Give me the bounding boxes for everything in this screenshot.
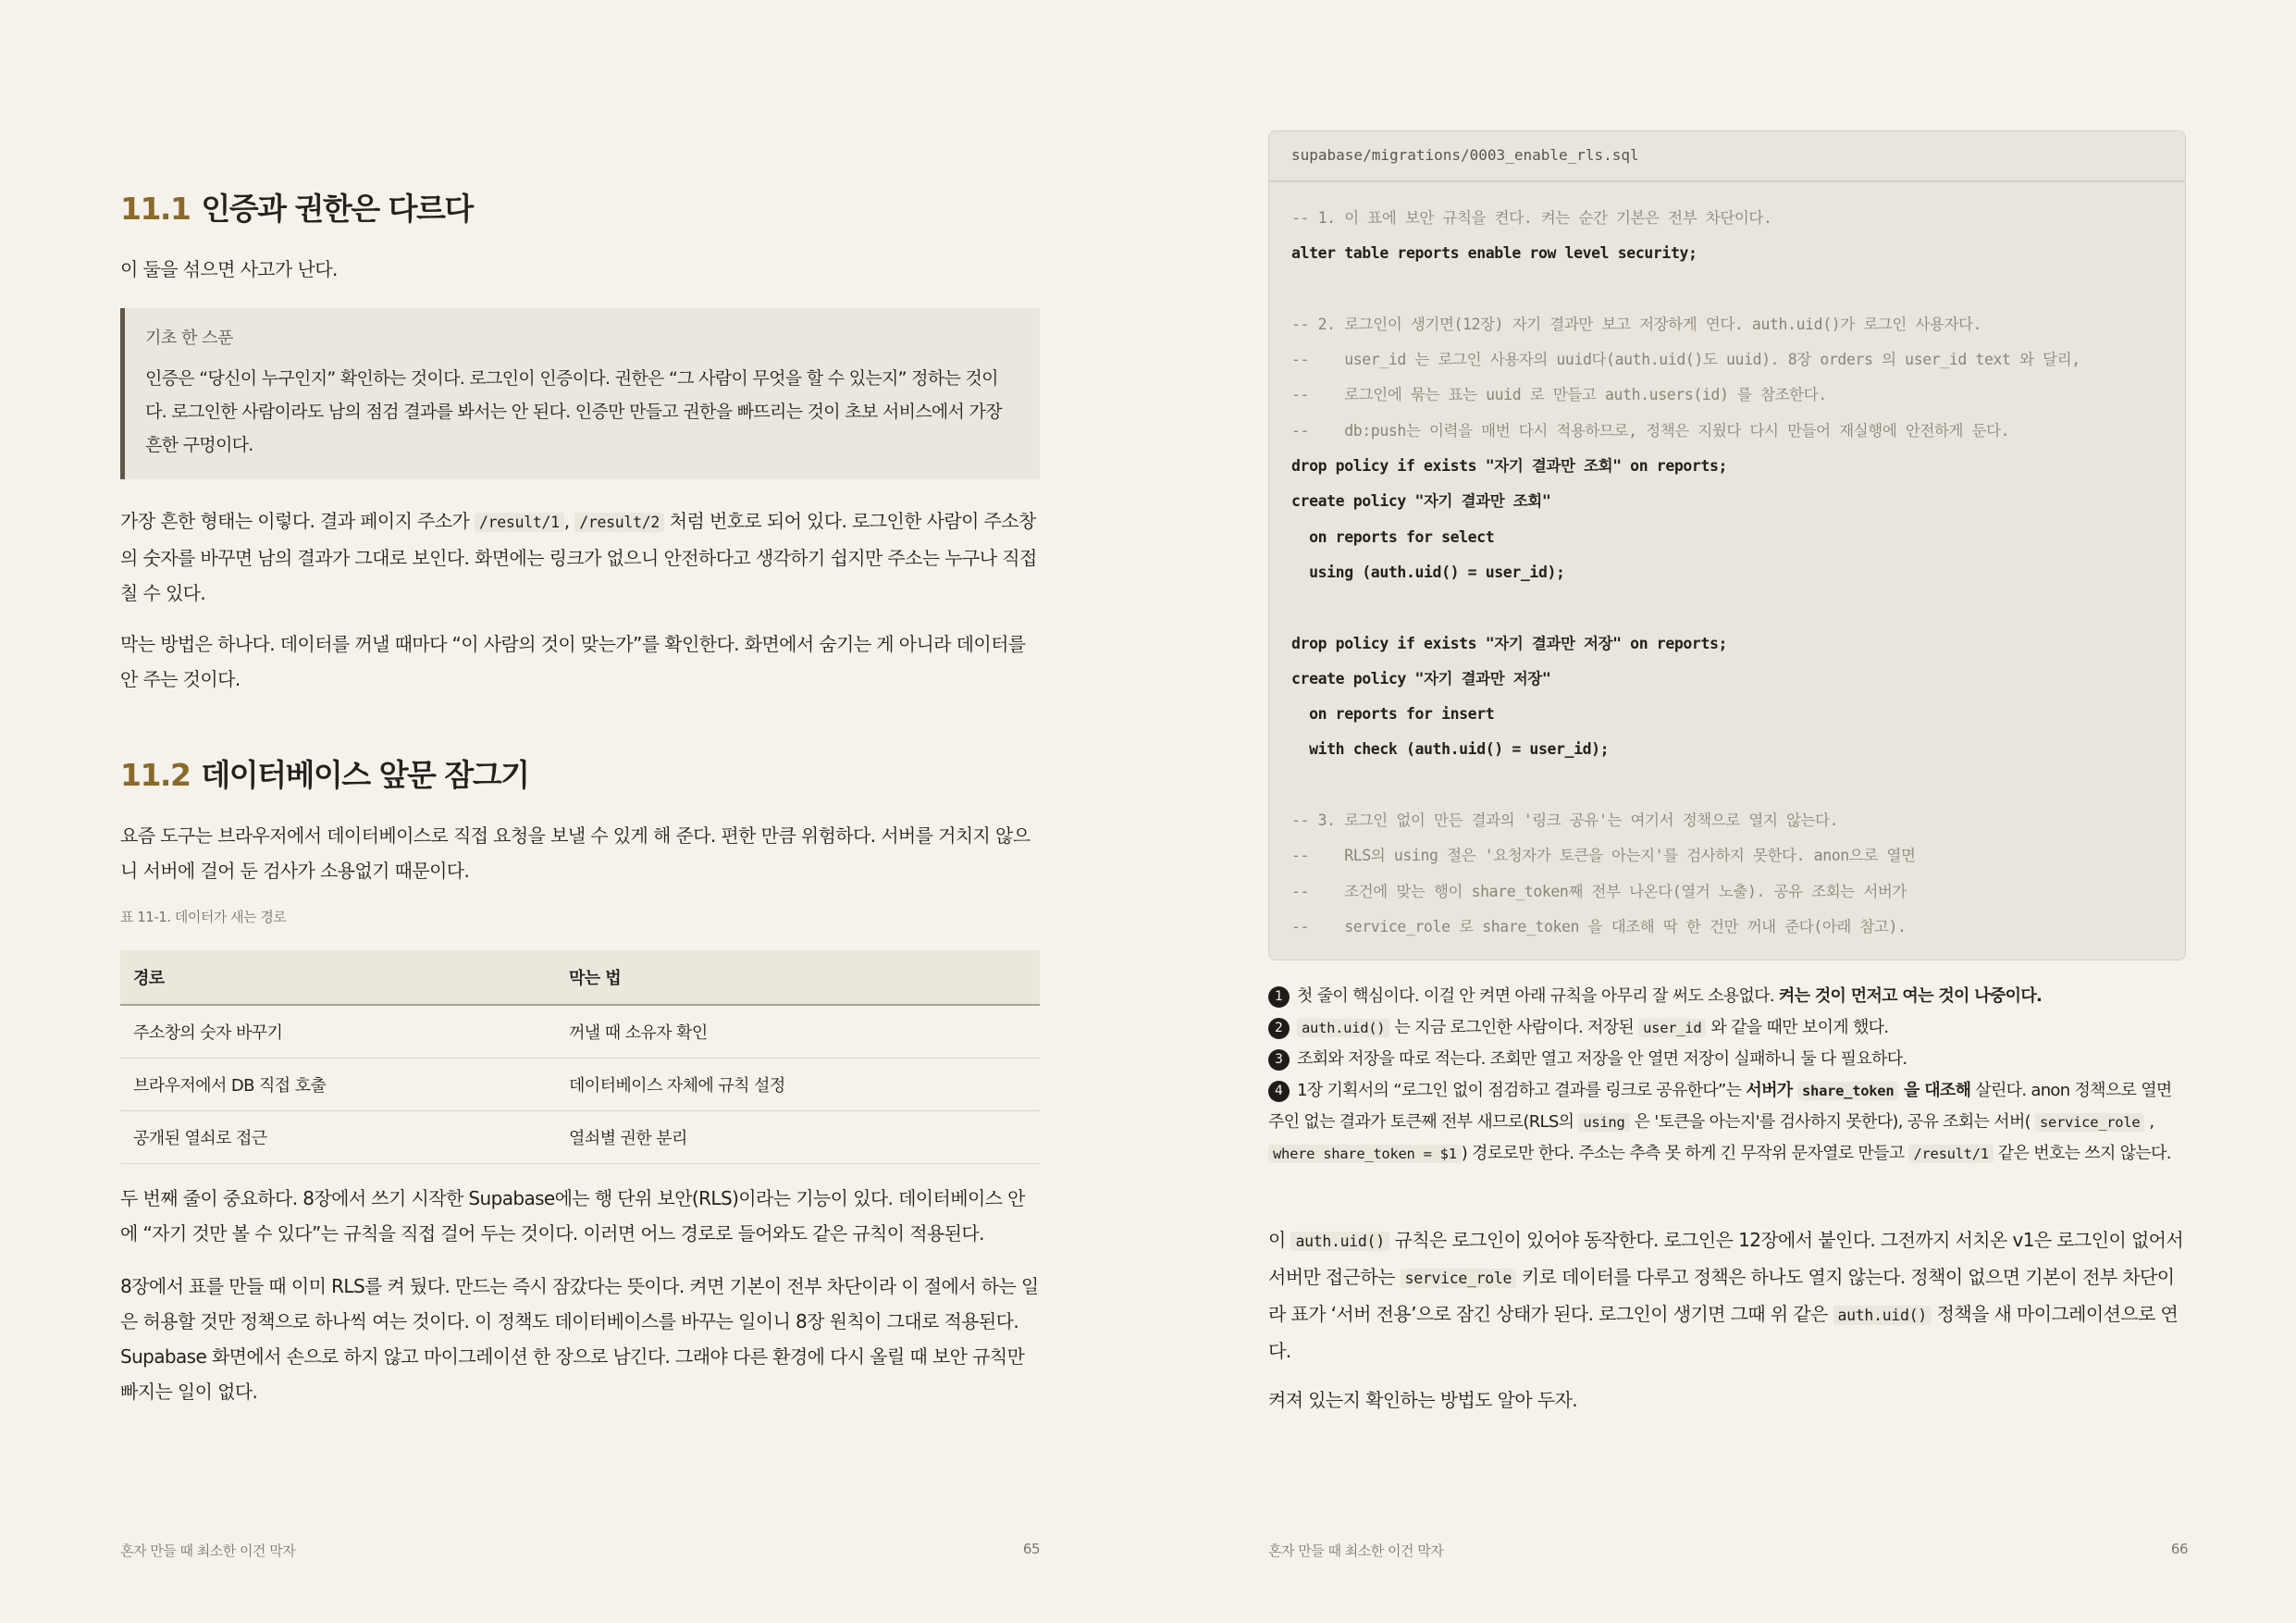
paragraph: 켜져 있는지 확인하는 방법도 알아 두자. [1268,1389,1578,1411]
code-line: -- user_id 는 로그인 사용자의 uuid다(auth.uid()도 uuid). 8장 orders 의 user_id text 와 달리, [1291,351,2080,369]
running-footer: 혼자 만들 때 최소한 이건 막자 [120,1542,296,1559]
number-badge: 1 [1268,986,1290,1008]
code-line: drop policy if exists "자기 결과만 조회" on reports; [1291,457,1728,476]
paragraph [1268,1222,2188,1369]
code-line: -- service_role 로 share_token 을 대조해 딱 한 건만 꺼내 준다(아래 참고). [1291,917,1907,935]
table-caption: 표 11-1. 데이터가 새는 경로 [120,909,287,925]
bold-text: 켜는 것이 먼저고 여는 것이 나중이다. [1778,986,2043,1006]
text-run: 살린다. anon 정책으로 열면 주인 없는 결과가 토큰째 전부 새므로(RLS의 [1268,1081,2172,1132]
table-cell: 데이터베이스 자체에 규칙 설정 [556,1059,1040,1111]
paragraph: 막는 방법은 하나다. 데이터를 꺼낼 때마다 “이 사람의 것이 맞는가”를 확인한다. 화면에서 숨기는 게 아니라 데이터를 안 주는 것이다. [120,633,1026,690]
code-line: using (auth.uid() = user_id); [1291,563,1565,581]
column-header: 경로 [120,950,556,1005]
code-line: with check (auth.uid() = user_id); [1291,740,1610,759]
code-notes [1268,981,2188,1170]
text-run: 이 [1268,1229,1291,1251]
inline-code: auth.uid() [1833,1306,1932,1325]
section-number: 11.1 [120,191,191,227]
code-line [1291,590,2185,626]
paragraph: 8장에서 표를 만들 때 이미 RLS를 켜 뒀다. 만드는 즉시 잠갔다는 뜻이다. 켜면 기본이 전부 차단이라 이 절에서 하는 일은 허용할 것만 정책으로 하나씩 여는 것이다. 이 정책도 데이터베이스를 바꾸는 일이니 8장 원칙이 그대로 적용된다. Supabase 화면에서 손으로 하지 않고 마이그레이션 한 장으로 남긴다. 그래야 다른 환경에 다시 올릴 때 보안 규칙만 빠지는 일이 없다. [120,1275,1039,1403]
inline-code: auth.uid() [1297,1019,1389,1037]
code-line: create policy "자기 결과만 조회" [1291,492,1551,511]
note-item [1268,1012,2188,1044]
callout-box [120,308,1040,479]
code-line: -- 조건에 맞는 행이 share_token째 전부 나온다(열거 노출). 공유 조회는 서버가 [1291,882,1907,900]
table-cell: 열쇠별 권한 분리 [556,1111,1040,1164]
code-line: -- RLS의 using 절은 '요청자가 토큰을 아는지'를 검사하지 못한다. anon으로 열면 [1291,847,1916,865]
table-cell: 공개된 열쇠로 접근 [120,1111,556,1164]
code-line: -- db:push는 이력을 매번 다시 적용하므로, 정책은 지웠다 다시 만들어 재실행에 안전하게 둔다. [1291,421,2010,440]
paragraph: 요즘 도구는 브라우저에서 데이터베이스로 직접 요청을 보낼 수 있게 해 준다. 편한 만큼 위험하다. 서버를 거치지 않으니 서버에 걸어 둔 검사가 소용없기 때문이다. [120,824,1031,882]
inline-code: using [1578,1113,1629,1132]
section-number: 11.2 [120,757,191,793]
note-item [1268,981,2188,1012]
table-row [120,1059,1040,1111]
code-line: drop policy if exists "자기 결과만 저장" on reports; [1291,634,1728,652]
text-run: 규칙은 로그인이 있어야 동작한다. 로그인은 12장에서 붙인다. 그전까지 서치온 v1은 로그인이 없어서 서버만 접근하는 [1268,1229,2184,1288]
column-header: 막는 법 [556,950,1040,1005]
table-row [120,1005,1040,1059]
inline-code: share_token [1797,1082,1898,1100]
table-header-row [120,950,1040,1005]
text-run: ) 경로로만 한다. 주소는 추측 못 하게 긴 무작위 문자열로 만들고 [1461,1144,1909,1163]
page-number: 66 [2170,1541,2188,1557]
code-block [1268,181,2186,960]
paragraph [120,503,1040,611]
left-page [120,0,1045,1623]
inline-code: where share_token = $1 [1268,1145,1462,1163]
text-run: , [563,510,575,532]
inline-code: /result/2 [574,513,664,532]
code-line: on reports for select [1291,527,1495,546]
table-row [120,1111,1040,1164]
page-number: 65 [1022,1541,1040,1557]
text-run: 을 대조해 [1898,1081,1971,1100]
inline-code: service_role [2035,1113,2144,1132]
code-line: alter table reports enable row level security; [1291,244,1697,263]
running-footer: 혼자 만들 때 최소한 이건 막자 [1268,1542,1444,1559]
text-run: 는 지금 로그인한 사람이다. 저장된 [1389,1018,1639,1037]
note-item [1268,1075,2188,1170]
code-line: -- 1. 이 표에 보안 규칙을 켠다. 켜는 순간 기본은 전부 차단이다. [1291,209,1772,227]
inline-code: /result/1 [475,513,564,532]
text-run: 처럼 번호로 되어 있다. 로그인한 사람이 주소창의 숫자를 바꾸면 남의 결과가 그대로 보인다. 화면에는 링크가 없으니 안전하다고 생각하기 쉽지만 주소는 누구나 직접 칠 수 있다. [120,510,1037,604]
right-page [1268,0,2193,1623]
text-run: 1장 기획서의 “로그인 없이 점검하고 결과를 링크로 공유한다”는 [1297,1081,1747,1100]
number-badge: 2 [1268,1018,1290,1039]
paragraph: 두 번째 줄이 중요하다. 8장에서 쓰기 시작한 Supabase에는 행 단위 보안(RLS)이라는 기능이 있다. 데이터베이스 안에 “자기 것만 볼 수 있다”는 규칙을 직접 걸어 두는 것이다. 이러면 어느 경로로 들어와도 같은 규칙이 적용된다. [120,1187,1025,1245]
text-run: 서버가 [1746,1081,1798,1100]
text-run: 조회와 저장을 따로 적는다. 조회만 열고 저장을 안 열면 저장이 실패하니 둘 다 필요하다. [1297,1049,1907,1069]
bold-text [1746,1081,1970,1100]
text-run: 정책을 새 마이그레이션으로 연다. [1268,1303,2179,1362]
code-line [1291,768,2185,803]
callout-body: 인증은 “당신이 누구인지” 확인하는 것이다. 로그인이 인증이다. 권한은 “그 사람이 무엇을 할 수 있는지” 정하는 것이다. 로그인한 사람이라도 남의 점검 결과를 봐서는 안 된다. 인증만 만들고 권한을 빠뜨리는 것이 초보 서비스에서 가장 흔한 구멍이다. [145,368,1002,455]
code-line: -- 로그인에 묶는 표는 uuid 로 만들고 auth.users(id) 를 참조한다. [1291,386,1827,404]
section-title: 데이터베이스 앞문 잠그기 [201,757,529,793]
number-badge: 4 [1268,1081,1290,1102]
code-line: -- 3. 로그인 없이 만든 결과의 '링크 공유'는 여기서 정책으로 열지 않는다. [1291,812,1839,830]
section-heading-11-1 [120,185,473,229]
text-run: 와 같을 때만 보이게 했다. [1706,1018,1889,1037]
section-title: 인증과 권한은 다르다 [201,191,473,227]
number-badge: 3 [1268,1049,1290,1071]
table-cell: 주소창의 숫자 바꾸기 [120,1005,556,1059]
table-cell: 꺼낼 때 소유자 확인 [556,1005,1040,1059]
section-intro: 이 둘을 섞으면 사고가 난다. [120,258,338,280]
code-line: create policy "자기 결과만 저장" [1291,669,1551,688]
callout-title: 기초 한 스푼 [145,328,233,348]
inline-code: auth.uid() [1290,1232,1389,1251]
text-run: 가장 흔한 형태는 이렇다. 결과 페이지 주소가 [120,510,475,532]
text-run: 같은 번호는 쓰지 않는다. [1993,1144,2171,1163]
text-run: , [2144,1112,2154,1132]
text-run: 은 '토큰을 아는지'를 검사하지 못한다), 공유 조회는 서버( [1629,1112,2035,1132]
code-filename: supabase/migrations/0003_enable_rls.sql [1268,130,2186,181]
inline-code: user_id [1638,1019,1706,1037]
code-line: on reports for insert [1291,705,1495,724]
code-line: -- 2. 로그인이 생기면(12장) 자기 결과만 보고 저장하게 연다. auth.uid()가 로그인 사용자다. [1291,315,1982,333]
code-line [1291,272,2185,307]
inline-code: /result/1 [1908,1145,1993,1163]
text-run: 키로 데이터를 다루고 정책은 하나도 열지 않는다. 정책이 없으면 기본이 전부 차단이라 표가 ‘서버 전용’으로 잠긴 상태가 된다. 로그인이 생기면 그때 위 같은 [1268,1266,2175,1325]
leak-routes-table [120,950,1040,1164]
text-run: 첫 줄이 핵심이다. 이걸 안 켜면 아래 규칙을 아무리 잘 써도 소용없다. [1297,986,1779,1006]
note-item [1268,1044,2188,1075]
table-cell: 브라우저에서 DB 직접 호출 [120,1059,556,1111]
inline-code: service_role [1401,1269,1517,1288]
section-heading-11-2 [120,751,529,795]
